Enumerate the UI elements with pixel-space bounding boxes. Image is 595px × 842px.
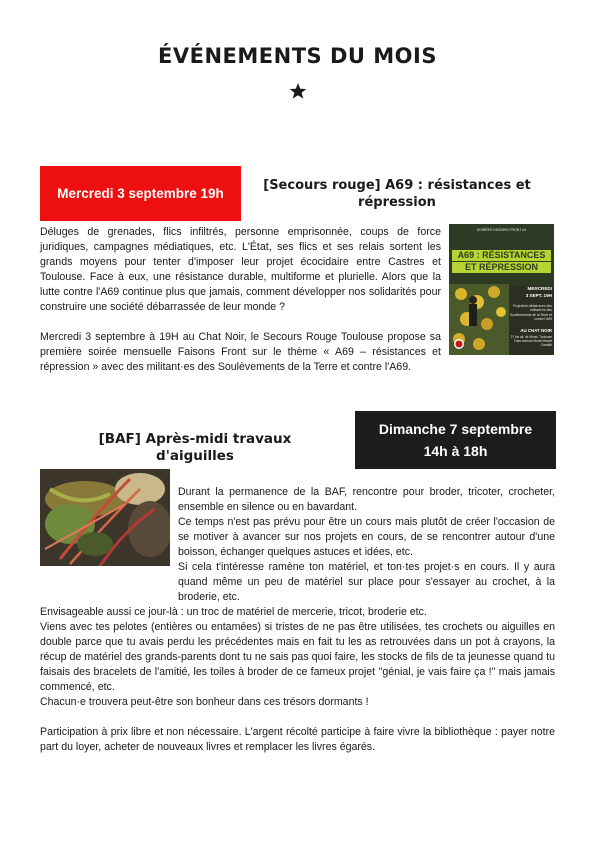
- event1-paragraph-2: Mercredi 3 septembre à 19H au Chat Noir, le Secours Rouge Toulouse propose sa première soirée mensuelle Faisons Front sur le thème « A69 – résistances et répression » avec des militant·es des Soulèvements de la Terre et contre l'A69.: [40, 331, 441, 373]
- event2-paragraph-7: Participation à prix libre et non nécessaire. L'argent récolté participe à faire vivre la bibliothèque : payer notre part du loyer, acheter de nouveaux livres et remplacer les livres égarés.: [40, 726, 555, 753]
- poster-description: Projection-débat avec des militant·es des Soulèvements de la Terre et contre l'A69: [509, 304, 552, 322]
- event1-title: [Secours rouge] A69 : résistances et répression: [263, 178, 531, 210]
- event1-date-badge: [40, 166, 241, 221]
- event2-title: [BAF] Après-midi travaux d'aiguilles: [98, 431, 292, 464]
- poster-venue: AU CHAT NOIR: [520, 328, 552, 333]
- event1-paragraph-1: Déluges de grenades, flics infiltrés, personne emprisonnée, coups de force juridiques, campagnes médiatiques, etc. L'État, ses flics et ses relais sortent les grands moyens pour tenter d'imposer leur projet écocidaire entre Castres et Toulouse. Face à eux, une résistance durable, multiforme et plurielle. Alors que la lutte contre l'A69 continue plus que jamais, comment développer nos solidarités pour construire une société débarrassée de leur monde ?: [40, 226, 441, 313]
- event2-paragraph-6: Chacun·e trouvera peut-être son bonheur dans ces trésors dormants !: [40, 696, 369, 708]
- event1-date: Mercredi 3 septembre 19h: [57, 186, 224, 201]
- event2-date-line-2: 14h à 18h: [423, 443, 488, 459]
- star-icon: [289, 82, 307, 100]
- event2-body: [40, 485, 555, 755]
- event2-date-badge: [355, 411, 556, 469]
- event2-paragraph-1: Durant la permanence de la BAF, rencontre pour broder, tricoter, crocheter, ensemble en silence ou en bavardant.: [178, 486, 555, 513]
- event1-poster: [449, 224, 554, 355]
- event2-paragraph-2: Ce temps n'est pas prévu pour être un cours mais plutôt de créer l'occasion de se motiver à avancer sur nos projets en cours, de se rencontrer autour d'une boisson, échanger quelques astuces et idées, etc.: [178, 516, 555, 558]
- poster-series: SOIRÉES FAISONS FRONT #1: [476, 228, 527, 232]
- event2-paragraph-3: Si cela t'intéresse ramène ton matériel, et ton·tes projet·s en cours. Il y aura quand même un peu de matériel sur place pour s'essayer au crochet, à la broderie, etc.: [178, 561, 555, 603]
- poster-address: 27 bis all. de Muret, Toulouse Tram Avenue Muret Marcel Cavaillé: [510, 335, 552, 348]
- poster-headline-1: A69 : RÉSISTANCES: [452, 250, 551, 261]
- event2-date-line-1: Dimanche 7 septembre: [378, 421, 533, 437]
- poster-headline-2: ET RÉPRESSION: [452, 262, 551, 273]
- event2-paragraph-5: Viens avec tes pelotes (entières ou entamées) si tristes de ne pas être utilisées, tes crochets ou aiguilles en double parce que tu avais perdu les précédentes mais en fait tu les as retrouvées dans un pot à crayons, la récup de matériel des grands-parents dont tu ne sais pas quoi faire, les stocks de fils de ta jeunesse quand tu faisais des bracelets de l'amitié, les toiles à broder de ce fameux projet ''génial, je vais faire ça !'' mais jamais commencé, etc.: [40, 621, 555, 693]
- poster-date-1: MERCREDI: [527, 286, 552, 291]
- event2-paragraph-4: Envisageable aussi ce jour-là : un troc de matériel de mercerie, tricot, broderie etc.: [40, 606, 427, 618]
- page-title: ÉVÉNEMENTS DU MOIS: [158, 44, 437, 68]
- spacer: [40, 710, 555, 725]
- poster-date-2: 3 SEPT. 19H: [525, 293, 552, 298]
